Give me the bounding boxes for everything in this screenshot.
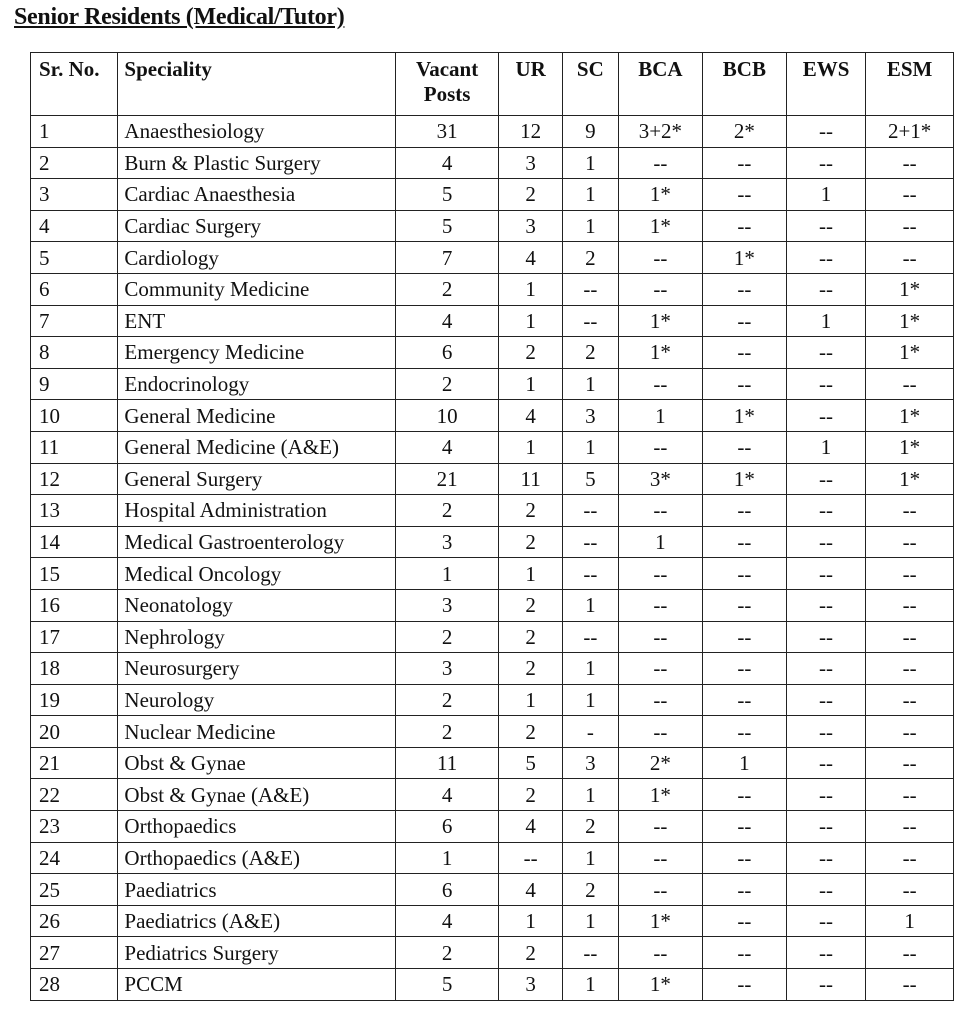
table-body — [31, 116, 954, 1001]
table-row — [31, 842, 954, 874]
cell-bcb: -- — [702, 779, 786, 811]
cell-bcb: -- — [702, 368, 786, 400]
cell-bcb: -- — [702, 273, 786, 305]
cell-bca: 1 — [618, 526, 702, 558]
cell-sr-no: 19 — [31, 684, 118, 716]
cell-sc: 1 — [562, 779, 618, 811]
cell-vacant-posts: 4 — [395, 779, 499, 811]
cell-speciality: PCCM — [118, 969, 395, 1001]
cell-sc: 1 — [562, 653, 618, 685]
cell-ews: -- — [786, 684, 865, 716]
cell-sr-no: 6 — [31, 273, 118, 305]
cell-sr-no: 27 — [31, 937, 118, 969]
cell-esm: -- — [866, 621, 954, 653]
cell-sc: 3 — [562, 400, 618, 432]
table-row — [31, 368, 954, 400]
cell-bca: -- — [618, 368, 702, 400]
cell-speciality: Neonatology — [118, 589, 395, 621]
cell-esm: 1 — [866, 905, 954, 937]
table-row — [31, 179, 954, 211]
cell-bcb: -- — [702, 495, 786, 527]
cell-vacant-posts: 5 — [395, 210, 499, 242]
cell-bca: -- — [618, 716, 702, 748]
table-row — [31, 431, 954, 463]
cell-sr-no: 21 — [31, 747, 118, 779]
cell-sc: 2 — [562, 811, 618, 843]
cell-sc: -- — [562, 937, 618, 969]
cell-ur: 1 — [499, 684, 562, 716]
cell-esm: 2+1* — [866, 116, 954, 148]
cell-sr-no: 26 — [31, 905, 118, 937]
cell-ews: 1 — [786, 431, 865, 463]
header-bca: BCA — [618, 53, 702, 116]
cell-ews: -- — [786, 337, 865, 369]
cell-sc: -- — [562, 495, 618, 527]
cell-ews: -- — [786, 716, 865, 748]
cell-ews: -- — [786, 116, 865, 148]
cell-esm: -- — [866, 779, 954, 811]
cell-sr-no: 20 — [31, 716, 118, 748]
cell-bcb: -- — [702, 147, 786, 179]
cell-sr-no: 22 — [31, 779, 118, 811]
cell-sr-no: 13 — [31, 495, 118, 527]
cell-vacant-posts: 5 — [395, 969, 499, 1001]
cell-speciality: ENT — [118, 305, 395, 337]
cell-bcb: -- — [702, 621, 786, 653]
cell-vacant-posts: 2 — [395, 621, 499, 653]
cell-sr-no: 14 — [31, 526, 118, 558]
table-row — [31, 558, 954, 590]
cell-vacant-posts: 4 — [395, 431, 499, 463]
cell-ur: -- — [499, 842, 562, 874]
table-row — [31, 621, 954, 653]
cell-vacant-posts: 31 — [395, 116, 499, 148]
cell-bcb: 1 — [702, 747, 786, 779]
header-speciality: Speciality — [118, 53, 395, 116]
cell-speciality: Community Medicine — [118, 273, 395, 305]
cell-ur: 2 — [499, 621, 562, 653]
cell-vacant-posts: 1 — [395, 842, 499, 874]
cell-bcb: -- — [702, 874, 786, 906]
cell-bca: 3* — [618, 463, 702, 495]
cell-vacant-posts: 5 — [395, 179, 499, 211]
cell-speciality: Anaesthesiology — [118, 116, 395, 148]
cell-speciality: Endocrinology — [118, 368, 395, 400]
cell-speciality: Emergency Medicine — [118, 337, 395, 369]
cell-ews: 1 — [786, 179, 865, 211]
cell-esm: -- — [866, 495, 954, 527]
cell-esm: -- — [866, 526, 954, 558]
cell-speciality: Paediatrics — [118, 874, 395, 906]
cell-ur: 1 — [499, 905, 562, 937]
table-row — [31, 305, 954, 337]
cell-esm: -- — [866, 558, 954, 590]
cell-esm: -- — [866, 747, 954, 779]
cell-vacant-posts: 4 — [395, 905, 499, 937]
cell-bca: -- — [618, 621, 702, 653]
cell-vacant-posts: 4 — [395, 147, 499, 179]
cell-ews: -- — [786, 905, 865, 937]
cell-ur: 1 — [499, 305, 562, 337]
table-row — [31, 400, 954, 432]
cell-esm: -- — [866, 874, 954, 906]
cell-ur: 1 — [499, 558, 562, 590]
table-row — [31, 242, 954, 274]
table-header-row — [31, 53, 954, 116]
cell-ews: -- — [786, 242, 865, 274]
cell-esm: 1* — [866, 400, 954, 432]
cell-bcb: -- — [702, 969, 786, 1001]
cell-bca: -- — [618, 684, 702, 716]
cell-speciality: Cardiac Surgery — [118, 210, 395, 242]
cell-ur: 4 — [499, 242, 562, 274]
cell-sc: 1 — [562, 179, 618, 211]
cell-sr-no: 5 — [31, 242, 118, 274]
cell-bca: -- — [618, 874, 702, 906]
cell-bca: -- — [618, 147, 702, 179]
cell-ews: -- — [786, 811, 865, 843]
cell-ews: -- — [786, 779, 865, 811]
cell-bcb: 1* — [702, 242, 786, 274]
cell-esm: -- — [866, 716, 954, 748]
cell-vacant-posts: 7 — [395, 242, 499, 274]
cell-vacant-posts: 6 — [395, 811, 499, 843]
table-row — [31, 969, 954, 1001]
cell-ews: -- — [786, 210, 865, 242]
cell-ur: 3 — [499, 969, 562, 1001]
cell-vacant-posts: 1 — [395, 558, 499, 590]
cell-vacant-posts: 2 — [395, 937, 499, 969]
cell-esm: -- — [866, 179, 954, 211]
table-row — [31, 905, 954, 937]
cell-speciality: Orthopaedics (A&E) — [118, 842, 395, 874]
table-row — [31, 747, 954, 779]
cell-bcb: -- — [702, 337, 786, 369]
cell-ews: -- — [786, 495, 865, 527]
cell-speciality: General Surgery — [118, 463, 395, 495]
cell-vacant-posts: 3 — [395, 589, 499, 621]
table-row — [31, 589, 954, 621]
cell-sc: 1 — [562, 210, 618, 242]
cell-sr-no: 8 — [31, 337, 118, 369]
cell-sr-no: 4 — [31, 210, 118, 242]
cell-ur: 2 — [499, 337, 562, 369]
cell-bcb: -- — [702, 842, 786, 874]
cell-ews: -- — [786, 400, 865, 432]
cell-ur: 3 — [499, 210, 562, 242]
cell-sr-no: 11 — [31, 431, 118, 463]
cell-ur: 1 — [499, 431, 562, 463]
cell-bca: 1* — [618, 905, 702, 937]
cell-ews: -- — [786, 842, 865, 874]
cell-sr-no: 16 — [31, 589, 118, 621]
cell-ur: 5 — [499, 747, 562, 779]
cell-bca: 3+2* — [618, 116, 702, 148]
cell-sr-no: 9 — [31, 368, 118, 400]
cell-sr-no: 17 — [31, 621, 118, 653]
cell-vacant-posts: 21 — [395, 463, 499, 495]
cell-bcb: -- — [702, 716, 786, 748]
cell-sc: 2 — [562, 337, 618, 369]
cell-sc: 1 — [562, 431, 618, 463]
cell-sr-no: 18 — [31, 653, 118, 685]
cell-sc: 2 — [562, 874, 618, 906]
cell-sc: -- — [562, 558, 618, 590]
table-row — [31, 684, 954, 716]
cell-bca: -- — [618, 811, 702, 843]
cell-ews: 1 — [786, 305, 865, 337]
cell-speciality: Burn & Plastic Surgery — [118, 147, 395, 179]
cell-ews: -- — [786, 526, 865, 558]
cell-bca: 1* — [618, 179, 702, 211]
cell-bca: -- — [618, 937, 702, 969]
cell-bca: 2* — [618, 747, 702, 779]
cell-bca: -- — [618, 558, 702, 590]
cell-sr-no: 23 — [31, 811, 118, 843]
cell-bcb: -- — [702, 179, 786, 211]
cell-ews: -- — [786, 368, 865, 400]
cell-ur: 11 — [499, 463, 562, 495]
cell-vacant-posts: 2 — [395, 495, 499, 527]
table-row — [31, 463, 954, 495]
cell-ur: 2 — [499, 937, 562, 969]
cell-vacant-posts: 2 — [395, 716, 499, 748]
table-row — [31, 147, 954, 179]
cell-ur: 4 — [499, 811, 562, 843]
cell-speciality: General Medicine — [118, 400, 395, 432]
cell-sc: -- — [562, 526, 618, 558]
cell-sr-no: 2 — [31, 147, 118, 179]
cell-sc: 2 — [562, 242, 618, 274]
cell-ur: 2 — [499, 526, 562, 558]
header-sc: SC — [562, 53, 618, 116]
cell-ur: 2 — [499, 653, 562, 685]
table-row — [31, 716, 954, 748]
cell-bca: 1* — [618, 969, 702, 1001]
cell-esm: 1* — [866, 431, 954, 463]
cell-esm: -- — [866, 653, 954, 685]
cell-sr-no: 1 — [31, 116, 118, 148]
table-row — [31, 337, 954, 369]
table-row — [31, 653, 954, 685]
cell-ews: -- — [786, 463, 865, 495]
cell-ur: 2 — [499, 716, 562, 748]
table-row — [31, 273, 954, 305]
cell-esm: -- — [866, 368, 954, 400]
cell-bcb: -- — [702, 305, 786, 337]
cell-speciality: Medical Oncology — [118, 558, 395, 590]
cell-ur: 3 — [499, 147, 562, 179]
cell-bca: -- — [618, 842, 702, 874]
cell-bcb: 1* — [702, 463, 786, 495]
cell-sc: 3 — [562, 747, 618, 779]
cell-ur: 12 — [499, 116, 562, 148]
cell-ews: -- — [786, 653, 865, 685]
cell-sc: 5 — [562, 463, 618, 495]
table-row — [31, 526, 954, 558]
cell-bca: 1* — [618, 779, 702, 811]
header-vacant-posts: Vacant Posts — [395, 53, 499, 116]
cell-ur: 4 — [499, 400, 562, 432]
cell-vacant-posts: 2 — [395, 273, 499, 305]
cell-esm: -- — [866, 147, 954, 179]
cell-sc: - — [562, 716, 618, 748]
cell-sr-no: 28 — [31, 969, 118, 1001]
cell-sc: 9 — [562, 116, 618, 148]
cell-sc: -- — [562, 621, 618, 653]
cell-speciality: Orthopaedics — [118, 811, 395, 843]
cell-bcb: -- — [702, 684, 786, 716]
cell-ews: -- — [786, 937, 865, 969]
cell-sr-no: 24 — [31, 842, 118, 874]
cell-vacant-posts: 2 — [395, 684, 499, 716]
cell-speciality: Paediatrics (A&E) — [118, 905, 395, 937]
cell-bca: -- — [618, 495, 702, 527]
cell-vacant-posts: 6 — [395, 337, 499, 369]
cell-bcb: -- — [702, 526, 786, 558]
cell-speciality: Neurology — [118, 684, 395, 716]
header-esm: ESM — [866, 53, 954, 116]
cell-ur: 2 — [499, 179, 562, 211]
cell-bca: 1* — [618, 337, 702, 369]
cell-vacant-posts: 11 — [395, 747, 499, 779]
table-row — [31, 811, 954, 843]
header-ur: UR — [499, 53, 562, 116]
cell-esm: -- — [866, 589, 954, 621]
cell-bcb: 2* — [702, 116, 786, 148]
cell-speciality: Obst & Gynae — [118, 747, 395, 779]
cell-esm: 1* — [866, 337, 954, 369]
header-sr-no: Sr. No. — [31, 53, 118, 116]
cell-ur: 2 — [499, 495, 562, 527]
cell-bcb: -- — [702, 431, 786, 463]
cell-vacant-posts: 3 — [395, 653, 499, 685]
cell-esm: -- — [866, 242, 954, 274]
cell-ews: -- — [786, 589, 865, 621]
cell-vacant-posts: 2 — [395, 368, 499, 400]
cell-vacant-posts: 3 — [395, 526, 499, 558]
cell-sr-no: 10 — [31, 400, 118, 432]
cell-speciality: Obst & Gynae (A&E) — [118, 779, 395, 811]
cell-speciality: Nephrology — [118, 621, 395, 653]
cell-bcb: -- — [702, 905, 786, 937]
cell-bcb: -- — [702, 558, 786, 590]
cell-speciality: Cardiac Anaesthesia — [118, 179, 395, 211]
cell-sc: 1 — [562, 147, 618, 179]
header-bcb: BCB — [702, 53, 786, 116]
cell-esm: -- — [866, 811, 954, 843]
cell-speciality: Neurosurgery — [118, 653, 395, 685]
cell-ews: -- — [786, 621, 865, 653]
cell-bca: -- — [618, 431, 702, 463]
cell-speciality: Pediatrics Surgery — [118, 937, 395, 969]
cell-esm: -- — [866, 969, 954, 1001]
cell-bcb: -- — [702, 937, 786, 969]
cell-speciality: Hospital Administration — [118, 495, 395, 527]
cell-vacant-posts: 6 — [395, 874, 499, 906]
cell-bcb: -- — [702, 811, 786, 843]
cell-ews: -- — [786, 147, 865, 179]
cell-esm: 1* — [866, 305, 954, 337]
cell-sc: -- — [562, 273, 618, 305]
cell-sc: 1 — [562, 969, 618, 1001]
cell-sc: 1 — [562, 905, 618, 937]
cell-esm: -- — [866, 684, 954, 716]
cell-speciality: Nuclear Medicine — [118, 716, 395, 748]
cell-vacant-posts: 10 — [395, 400, 499, 432]
cell-sr-no: 7 — [31, 305, 118, 337]
cell-bca: -- — [618, 589, 702, 621]
cell-esm: 1* — [866, 273, 954, 305]
cell-ews: -- — [786, 874, 865, 906]
cell-sr-no: 3 — [31, 179, 118, 211]
cell-speciality: Cardiology — [118, 242, 395, 274]
cell-ews: -- — [786, 558, 865, 590]
cell-esm: -- — [866, 937, 954, 969]
cell-esm: -- — [866, 842, 954, 874]
cell-ur: 2 — [499, 589, 562, 621]
cell-bca: 1* — [618, 305, 702, 337]
cell-esm: 1* — [866, 463, 954, 495]
cell-vacant-posts: 4 — [395, 305, 499, 337]
table-row — [31, 937, 954, 969]
cell-ur: 1 — [499, 368, 562, 400]
cell-bcb: -- — [702, 210, 786, 242]
cell-esm: -- — [866, 210, 954, 242]
cell-ews: -- — [786, 273, 865, 305]
cell-bca: 1 — [618, 400, 702, 432]
cell-speciality: General Medicine (A&E) — [118, 431, 395, 463]
cell-sc: 1 — [562, 684, 618, 716]
header-ews: EWS — [786, 53, 865, 116]
cell-sc: 1 — [562, 842, 618, 874]
cell-sc: 1 — [562, 589, 618, 621]
cell-ews: -- — [786, 747, 865, 779]
cell-bca: -- — [618, 653, 702, 685]
table-row — [31, 779, 954, 811]
cell-ur: 4 — [499, 874, 562, 906]
cell-bcb: 1* — [702, 400, 786, 432]
cell-sr-no: 25 — [31, 874, 118, 906]
cell-bcb: -- — [702, 589, 786, 621]
table-row — [31, 210, 954, 242]
cell-ur: 2 — [499, 779, 562, 811]
cell-sc: -- — [562, 305, 618, 337]
vacancy-table — [30, 52, 954, 1001]
cell-speciality: Medical Gastroenterology — [118, 526, 395, 558]
cell-bca: -- — [618, 273, 702, 305]
table-row — [31, 874, 954, 906]
cell-sr-no: 15 — [31, 558, 118, 590]
cell-bcb: -- — [702, 653, 786, 685]
cell-ews: -- — [786, 969, 865, 1001]
table-row — [31, 495, 954, 527]
cell-sc: 1 — [562, 368, 618, 400]
cell-sr-no: 12 — [31, 463, 118, 495]
cell-bca: -- — [618, 242, 702, 274]
table-row — [31, 116, 954, 148]
cell-ur: 1 — [499, 273, 562, 305]
cell-bca: 1* — [618, 210, 702, 242]
document-title: Senior Residents (Medical/Tutor) — [14, 4, 345, 30]
